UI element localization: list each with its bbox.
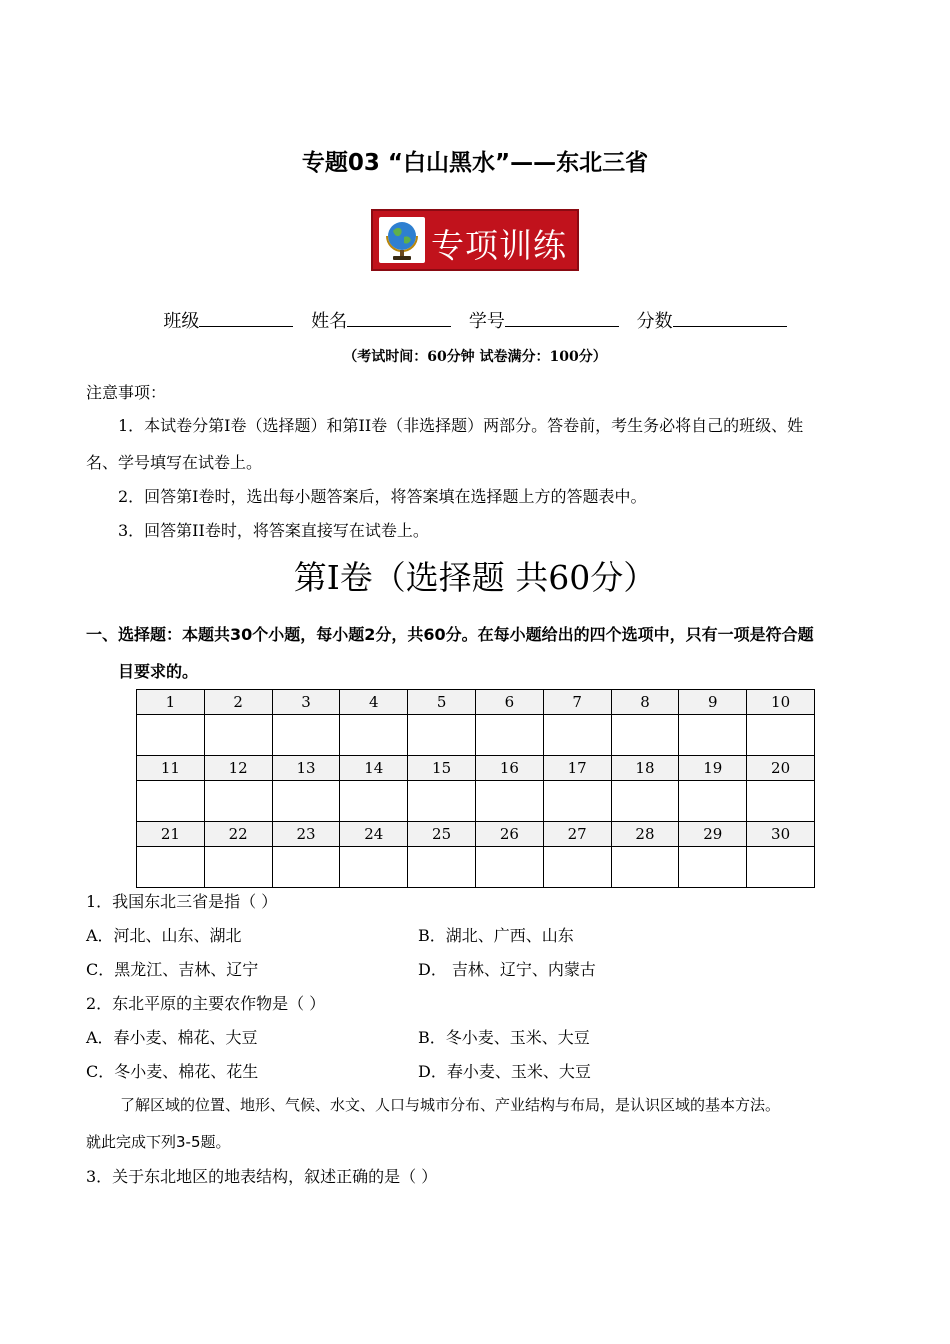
notice-heading: 注意事项：	[86, 383, 167, 402]
answer-cell[interactable]	[340, 781, 408, 822]
question-number: 23	[272, 822, 340, 847]
notice-item-3: 3．回答第II卷时，将答案直接写在试卷上。	[118, 521, 429, 540]
instructions-line-1: 一、选择题：本题共30个小题，每小题2分，共60分。在每小题给出的四个选项中，只有一项是符合题	[86, 625, 814, 644]
question-number: 9	[679, 690, 747, 715]
question-number: 19	[679, 756, 747, 781]
page-title: 专题03 “白山黑水”——东北三省	[301, 150, 649, 176]
question-number: 21	[137, 822, 205, 847]
answer-cell[interactable]	[137, 715, 205, 756]
question-number: 4	[340, 690, 408, 715]
question-number: 29	[679, 822, 747, 847]
question-number: 16	[475, 756, 543, 781]
answer-number-row	[137, 756, 815, 781]
question-number: 3	[272, 690, 340, 715]
answer-cell[interactable]	[408, 847, 476, 888]
question-2-option-a[interactable]: A．春小麦、棉花、大豆	[86, 1028, 258, 1047]
answer-number-row	[137, 690, 815, 715]
question-number: 8	[611, 690, 679, 715]
answer-cell[interactable]	[408, 781, 476, 822]
passage-line-2: 就此完成下列3-5题。	[86, 1133, 231, 1151]
question-1-option-c[interactable]: C．黑龙江、吉林、辽宁	[86, 960, 259, 979]
answer-cell[interactable]	[543, 847, 611, 888]
answer-number-row	[137, 822, 815, 847]
question-1-stem: 1．我国东北三省是指（ ）	[86, 892, 278, 911]
question-number: 20	[747, 756, 815, 781]
question-number: 1	[137, 690, 205, 715]
answer-cell[interactable]	[747, 715, 815, 756]
answer-cell[interactable]	[340, 715, 408, 756]
answer-row	[137, 781, 815, 822]
score-field[interactable]: 分数	[637, 311, 787, 332]
answer-cell[interactable]	[611, 781, 679, 822]
answer-cell[interactable]	[679, 847, 747, 888]
question-3-stem: 3．关于东北地区的地表结构，叙述正确的是（ ）	[86, 1167, 438, 1186]
question-number: 30	[747, 822, 815, 847]
question-2-option-b[interactable]: B．冬小麦、玉米、大豆	[418, 1028, 590, 1047]
question-number: 26	[475, 822, 543, 847]
question-number: 13	[272, 756, 340, 781]
answer-cell[interactable]	[272, 847, 340, 888]
answer-cell[interactable]	[475, 781, 543, 822]
answer-cell[interactable]	[137, 781, 205, 822]
answer-cell[interactable]	[543, 715, 611, 756]
answer-row	[137, 847, 815, 888]
question-1-option-d[interactable]: D． 吉林、辽宁、内蒙古	[418, 960, 596, 979]
question-2-option-c[interactable]: C．冬小麦、棉花、花生	[86, 1062, 259, 1081]
answer-cell[interactable]	[747, 781, 815, 822]
question-number: 10	[747, 690, 815, 715]
answer-cell[interactable]	[408, 715, 476, 756]
special-training-banner	[371, 209, 579, 271]
answer-cell[interactable]	[204, 847, 272, 888]
answer-table	[136, 689, 815, 888]
banner-label: 专项训练	[431, 226, 567, 265]
student-info-fields	[0, 307, 950, 333]
question-number: 22	[204, 822, 272, 847]
answer-cell[interactable]	[137, 847, 205, 888]
answer-cell[interactable]	[340, 847, 408, 888]
answer-row	[137, 715, 815, 756]
question-2-stem: 2．东北平原的主要农作物是（ ）	[86, 994, 326, 1013]
notice-item-1-cont: 名、学号填写在试卷上。	[86, 453, 263, 472]
question-1-option-a[interactable]: A．河北、山东、湖北	[86, 926, 242, 945]
name-field[interactable]: 姓名	[311, 311, 451, 332]
exam-info: （考试时间：60分钟 试卷满分：100分）	[343, 349, 607, 365]
answer-cell[interactable]	[272, 781, 340, 822]
question-number: 11	[137, 756, 205, 781]
answer-cell[interactable]	[747, 847, 815, 888]
question-number: 15	[408, 756, 476, 781]
instructions-line-2: 目要求的。	[118, 662, 199, 681]
question-number: 18	[611, 756, 679, 781]
answer-cell[interactable]	[679, 781, 747, 822]
answer-cell[interactable]	[475, 715, 543, 756]
question-number: 7	[543, 690, 611, 715]
notice-item-2: 2．回答第I卷时，选出每小题答案后，将答案填在选择题上方的答题表中。	[118, 487, 647, 506]
question-number: 17	[543, 756, 611, 781]
question-number: 28	[611, 822, 679, 847]
question-number: 2	[204, 690, 272, 715]
answer-cell[interactable]	[204, 781, 272, 822]
class-field[interactable]: 班级	[163, 311, 293, 332]
answer-cell[interactable]	[611, 847, 679, 888]
passage-line-1: 了解区域的位置、地形、气候、水文、人口与城市分布、产业结构与布局，是认识区域的基本方法。	[120, 1096, 781, 1114]
answer-cell[interactable]	[204, 715, 272, 756]
section-title: 第I卷（选择题 共60分）	[293, 558, 657, 597]
answer-cell[interactable]	[272, 715, 340, 756]
answer-cell[interactable]	[543, 781, 611, 822]
question-number: 25	[408, 822, 476, 847]
answer-cell[interactable]	[611, 715, 679, 756]
question-number: 27	[543, 822, 611, 847]
question-1-option-b[interactable]: B．湖北、广西、山东	[418, 926, 574, 945]
question-number: 6	[475, 690, 543, 715]
answer-cell[interactable]	[679, 715, 747, 756]
question-2-option-d[interactable]: D．春小麦、玉米、大豆	[418, 1062, 591, 1081]
student-id-field[interactable]: 学号	[469, 311, 619, 332]
notice-item-1: 1．本试卷分第I卷（选择题）和第II卷（非选择题）两部分。答卷前，考生务必将自己的班级、姓	[118, 416, 804, 435]
question-number: 5	[408, 690, 476, 715]
globe-icon	[379, 217, 425, 263]
question-number: 12	[204, 756, 272, 781]
question-number: 24	[340, 822, 408, 847]
answer-cell[interactable]	[475, 847, 543, 888]
question-number: 14	[340, 756, 408, 781]
